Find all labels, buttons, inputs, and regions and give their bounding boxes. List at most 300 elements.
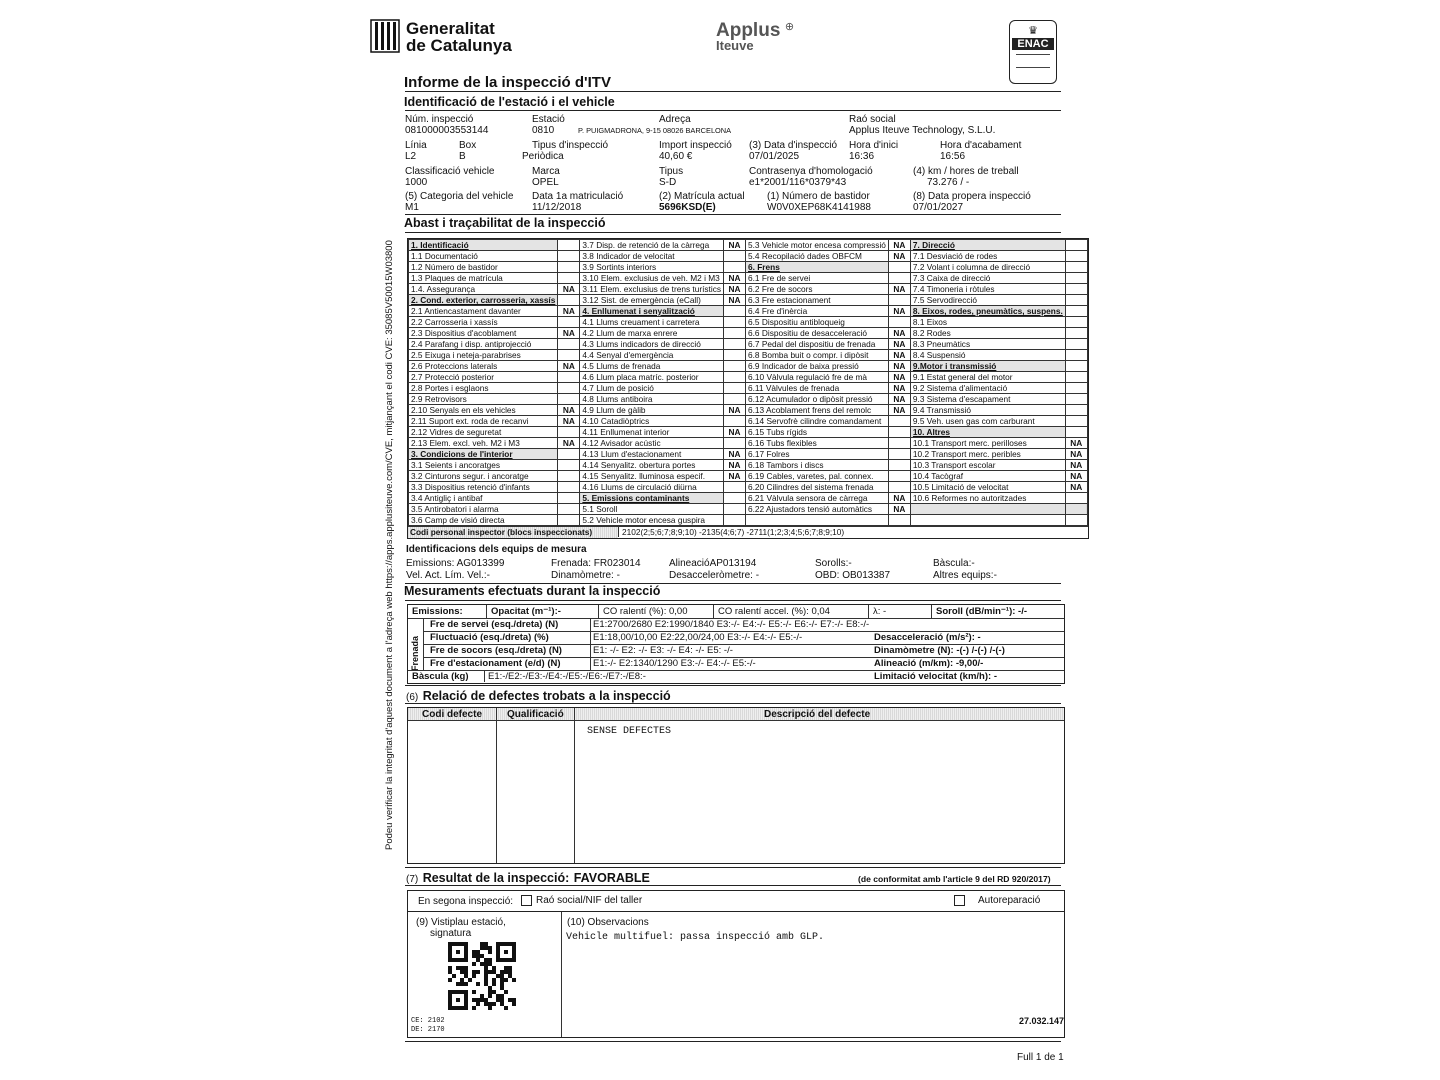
scope-item xyxy=(910,515,1065,526)
scope-na: NA xyxy=(888,284,910,295)
applus-logo xyxy=(716,20,794,53)
scope-row xyxy=(409,284,1088,295)
scope-row xyxy=(409,350,1088,361)
linia-value: L2 xyxy=(405,151,417,162)
scope-row xyxy=(409,482,1088,493)
scope-item: 3.10 Elem. exclusius de veh. M2 i M3 xyxy=(580,273,724,284)
scope-row xyxy=(409,295,1088,306)
scope-na xyxy=(558,262,580,273)
defectes-title: Relació de defectes trobats a la inspecció xyxy=(422,689,671,703)
scope-item: 2.3 Dispositius d'acoblament xyxy=(409,328,558,339)
alin-label: Alineació (m/km): -9,00/- xyxy=(874,658,984,669)
scope-item: 3.3 Dispositius retenció d'infants xyxy=(409,482,558,493)
scope-na: NA xyxy=(888,361,910,372)
scope-na xyxy=(558,251,580,262)
equip-bascula: Bàscula:- xyxy=(933,558,975,569)
scope-item: 10.5 Limitació de velocitat xyxy=(910,482,1065,493)
inspector-value: 2102(2;5;6;7;8;9;10) -2135(4;6;7) -2711(1;2;3;4;5;6;7;8;9;10) xyxy=(618,527,844,537)
scope-na xyxy=(888,273,910,284)
col-qualificacio: Qualificació xyxy=(507,709,564,720)
scope-na xyxy=(558,273,580,284)
scope-na xyxy=(558,482,580,493)
scope-na: NA xyxy=(558,328,580,339)
scope-item: 9.1 Estat general del motor xyxy=(910,372,1065,383)
scope-na: NA xyxy=(724,405,746,416)
scope-na xyxy=(1065,295,1087,306)
defects-table xyxy=(407,707,1065,864)
rao-taller-checkbox[interactable] xyxy=(521,895,532,906)
de-code: DE: 2170 xyxy=(411,1026,445,1034)
autoreparacio-checkbox[interactable] xyxy=(954,895,965,906)
equip-frenada: Frenada: FR023014 xyxy=(551,558,641,569)
scope-item: 3.7 Disp. de retenció de la càrrega xyxy=(580,240,724,251)
scope-item: 6.20 Cilindres del sistema frenada xyxy=(746,482,889,493)
scope-na: NA xyxy=(558,416,580,427)
scope-na xyxy=(1065,350,1087,361)
scope-item: 6.2 Fre de socors xyxy=(746,284,889,295)
scope-na xyxy=(724,350,746,361)
scope-item: 6.14 Servofrè cilindre comandament xyxy=(746,416,889,427)
contra-label: Contrasenya d'homologació xyxy=(749,166,873,177)
scope-row xyxy=(409,427,1088,438)
co-accel: CO ralentí accel. (%): 0,04 xyxy=(713,605,830,618)
cat-value: M1 xyxy=(405,202,419,213)
km-value: 73.276 / - xyxy=(927,177,970,188)
scope-item: 3.8 Indicador de velocitat xyxy=(580,251,724,262)
rao-taller[interactable]: Raó social/NIF del taller xyxy=(521,895,642,906)
scope-na xyxy=(558,471,580,482)
equip-obd: OBD: OB013387 xyxy=(815,570,891,581)
title-rule xyxy=(405,91,1061,92)
scope-item: 6.8 Bomba buit o compr. i dipòsit xyxy=(746,350,889,361)
scope-item: 8.4 Suspensió xyxy=(910,350,1065,361)
scope-na: NA xyxy=(1065,471,1087,482)
scope-na: NA xyxy=(888,383,910,394)
defectes-top-rule xyxy=(405,685,1061,686)
scope-table-wrap xyxy=(407,238,1089,539)
scope-item: 1.1 Documentació xyxy=(409,251,558,262)
hora-fi-value: 16:56 xyxy=(940,151,966,162)
scope-item: 10.1 Transport merc. perilloses xyxy=(910,438,1065,449)
scope-na xyxy=(724,372,746,383)
scope-na: NA xyxy=(558,361,580,372)
segona-label: En segona inspecció: xyxy=(418,896,514,907)
scope-na xyxy=(1065,273,1087,284)
scope-item: 4.13 Llum d'estacionament xyxy=(580,449,724,460)
scope-row xyxy=(409,438,1088,449)
scope-na xyxy=(888,438,910,449)
scope-item: 6.3 Fre estacionament xyxy=(746,295,889,306)
scope-na xyxy=(1065,284,1087,295)
scope-item: 6.7 Pedal del dispositiu de frenada xyxy=(746,339,889,350)
fre-servei-value: E1:2700/2680 E2:1990/1840 E3:-/- E4:-/- E5:-/- E6:-/- E7:-/- E8:-/- xyxy=(593,619,870,630)
scope-na xyxy=(888,427,910,438)
scope-na xyxy=(888,471,910,482)
propera-label: (8) Data propera inspecció xyxy=(913,191,1031,202)
scope-item: 8.3 Pneumàtics xyxy=(910,339,1065,350)
classif-value: 1000 xyxy=(405,177,428,188)
result-value: FAVORABLE xyxy=(573,871,650,885)
scope-item: 7.5 Servodirecció xyxy=(910,295,1065,306)
tipus-insp-label: Tipus d'inspecció xyxy=(532,140,609,151)
hora-fi-label: Hora d'acabament xyxy=(940,140,1022,151)
scope-na xyxy=(888,449,910,460)
scope-na: NA xyxy=(888,328,910,339)
scope-na: NA xyxy=(888,240,910,251)
scope-item: 2. Cond. exterior, carrosseria, xassís xyxy=(409,295,558,306)
adreca-value: P. PUIGMADRONA, 9-15 08026 BARCELONA xyxy=(578,126,732,135)
applus-sub: Iteuve xyxy=(716,38,754,53)
scope-na xyxy=(558,339,580,350)
scope-na xyxy=(1065,427,1087,438)
scope-na xyxy=(1065,416,1087,427)
scope-na: NA xyxy=(558,405,580,416)
scope-item: 7. Direcció xyxy=(910,240,1065,251)
fluct-value: E1:18,00/10,00 E2:22,00/24,00 E3:-/- E4:-/- E5:-/- xyxy=(593,632,803,643)
scope-item: 6.6 Dispositiu de desacceleració xyxy=(746,328,889,339)
import-value: 40,60 € xyxy=(659,151,693,162)
scope-item: 6.1 Fre de servei xyxy=(746,273,889,284)
scope-na xyxy=(558,350,580,361)
scope-na: NA xyxy=(724,449,746,460)
scope-na xyxy=(558,449,580,460)
scope-na xyxy=(1065,339,1087,350)
data-mat-label: Data 1a matriculació xyxy=(532,191,624,202)
scope-na xyxy=(724,339,746,350)
signature-observations xyxy=(407,911,1065,1038)
mat-value: 5696KSD(E) xyxy=(659,202,716,213)
scope-na xyxy=(888,262,910,273)
scope-na xyxy=(558,295,580,306)
scope-na xyxy=(558,372,580,383)
scope-item: 4.6 Llum placa matríc. posterior xyxy=(580,372,724,383)
scope-item: 4.10 Catadiòptrics xyxy=(580,416,724,427)
scope-table xyxy=(408,239,1088,526)
applus-plus-icon: ⊕ xyxy=(784,21,795,33)
scope-na xyxy=(1065,504,1087,515)
scope-na xyxy=(724,251,746,262)
box-value: B xyxy=(459,151,466,162)
scope-item: 4.3 Llums indicadors de direcció xyxy=(580,339,724,350)
scope-item: 2.1 Antiencastament davanter xyxy=(409,306,558,317)
scope-item: 1.4. Assegurança xyxy=(409,284,558,295)
scope-na xyxy=(1065,251,1087,262)
scope-item: 3.12 Sist. de emergència (eCall) xyxy=(580,295,724,306)
scope-item: 3.5 Antirobatori i alarma xyxy=(409,504,558,515)
inspector-row xyxy=(408,526,1088,538)
estacio-label: Estació xyxy=(532,114,565,125)
km-label: (4) km / hores de treball xyxy=(913,166,1019,177)
ident-rule xyxy=(405,110,1061,111)
observ-label: (10) Observacions xyxy=(567,917,649,928)
scope-item: 2.8 Portes i esglaons xyxy=(409,383,558,394)
equip-sorolls: Sorolls:- xyxy=(815,558,852,569)
scope-na xyxy=(1065,405,1087,416)
scope-na xyxy=(888,295,910,306)
data-insp-label: (3) Data d'inspecció xyxy=(749,140,838,151)
scope-item: 2.4 Parafang i disp. antiprojecció xyxy=(409,339,558,350)
scope-item: 3.6 Camp de visió directa xyxy=(409,515,558,526)
section-identification: Identificació de l'estació i el vehicle xyxy=(404,95,615,109)
scope-item: 2.5 Eixuga i neteja-parabrises xyxy=(409,350,558,361)
scope-na: NA xyxy=(888,504,910,515)
result-rule xyxy=(405,885,1061,886)
socors-value: E1: -/- E2: -/- E3: -/- E4: -/- E5: -/- xyxy=(593,645,733,656)
scope-item: 2.9 Retrovisors xyxy=(409,394,558,405)
estacio-value: 0810 xyxy=(532,125,555,136)
equip-altres: Altres equips:- xyxy=(933,570,997,581)
scope-item: 6.15 Tubs rígids xyxy=(746,427,889,438)
scope-row xyxy=(409,471,1088,482)
scope-item: 2.6 Proteccions laterals xyxy=(409,361,558,372)
scope-item: 2.10 Senyals en els vehicles xyxy=(409,405,558,416)
scope-item: 6.11 Vàlvules de frenada xyxy=(746,383,889,394)
marca-label: Marca xyxy=(532,166,560,177)
scope-item: 4.16 Llums de circulació diürna xyxy=(580,482,724,493)
scope-na: NA xyxy=(888,493,910,504)
signatura-label: signatura xyxy=(430,928,472,939)
scope-na xyxy=(1065,372,1087,383)
scope-na xyxy=(558,317,580,328)
scope-item: 3.11 Elem. exclusius de trens turístics xyxy=(580,284,724,295)
soroll: Soroll (dB/min⁻¹): -/- xyxy=(931,605,1027,618)
scope-na xyxy=(724,361,746,372)
scope-item: 10.6 Reformes no autoritzades xyxy=(910,493,1065,504)
import-label: Import inspecció xyxy=(659,140,732,151)
scope-item: 6.18 Tambors i discs xyxy=(746,460,889,471)
scope-item: 6.19 Cables, varetes, pal. connex. xyxy=(746,471,889,482)
scope-na xyxy=(888,317,910,328)
scope-na: NA xyxy=(724,460,746,471)
scope-item: 8.2 Rodes xyxy=(910,328,1065,339)
scope-item: 4.2 Llum de marxa enrere xyxy=(580,328,724,339)
generalitat-logo xyxy=(370,18,400,59)
scope-item: 4.1 Llums creuament i carretera xyxy=(580,317,724,328)
scope-item: 6.10 Vàlvula regulació fre de mà xyxy=(746,372,889,383)
bottom-rule xyxy=(405,1041,1061,1042)
scope-item: 5.3 Vehicle motor encesa compressió xyxy=(746,240,889,251)
generalitat-emblem-icon xyxy=(370,18,400,54)
scope-item: 7.2 Volant i columna de direcció xyxy=(910,262,1065,273)
estac-value: E1:-/- E2:1340/1290 E3:-/- E4:-/- E5:-/- xyxy=(593,658,756,669)
section-abast: Abast i traçabilitat de la inspecció xyxy=(404,216,606,230)
scope-na xyxy=(558,515,580,526)
ce-code: CE: 2102 xyxy=(411,1017,445,1025)
scope-item xyxy=(910,504,1065,515)
scope-na: NA xyxy=(724,240,746,251)
num-value: 081000003553144 xyxy=(405,125,489,136)
scope-item: 5.1 Soroll xyxy=(580,504,724,515)
contra-value: e1*2001/116*0379*43 xyxy=(749,177,847,188)
measurements xyxy=(407,604,1065,684)
observ-text: Vehicle multifuel: passa inspecció amb GLP. xyxy=(566,932,825,943)
scope-item: 6.9 Indicador de baixa pressió xyxy=(746,361,889,372)
scope-row xyxy=(409,328,1088,339)
equip-desacc: Desacceleròmetre: - xyxy=(669,570,760,581)
fre-servei-label: Fre de servei (esq./dreta) (N) xyxy=(430,619,559,630)
scope-na xyxy=(558,504,580,515)
propera-value: 07/01/2027 xyxy=(913,202,964,213)
rao-value: Applus Iteuve Technology, S.L.U. xyxy=(849,125,996,136)
equips-title: Identificacions dels equips de mesura xyxy=(406,544,587,555)
scope-na xyxy=(1065,240,1087,251)
bascula-value: E1:-/E2:-/E3:-/E4:-/E5:-/E6:-/E7:-/E8:- xyxy=(488,671,646,682)
result-note: (de conformitat amb l'article 9 del RD 920/2017) xyxy=(858,874,1051,884)
scope-na xyxy=(724,515,746,526)
vistiplau-label: (9) Vistiplau estació, xyxy=(416,917,506,928)
defectes-rule xyxy=(405,703,1061,704)
scope-na xyxy=(1065,328,1087,339)
cat-label: (5) Categoria del vehicle xyxy=(405,191,514,202)
scope-item: 4. Enllumenat i senyalització xyxy=(580,306,724,317)
socors-label: Fre de socors (esq./dreta) (N) xyxy=(430,645,562,656)
scope-na xyxy=(1065,361,1087,372)
scope-item: 2.2 Carrosseria i xassís xyxy=(409,317,558,328)
page-title: Informe de la inspecció d'ITV xyxy=(404,74,611,91)
gov-name-1: Generalitat xyxy=(406,19,495,38)
scope-row xyxy=(409,416,1088,427)
scope-na: NA xyxy=(558,306,580,317)
bastidor-label: (1) Número de bastidor xyxy=(767,191,870,202)
scope-na: NA xyxy=(888,306,910,317)
scope-row xyxy=(409,361,1088,372)
scope-item: 6.4 Fre d'inèrcia xyxy=(746,306,889,317)
linia-label: Línia xyxy=(405,140,427,151)
scope-na: NA xyxy=(888,339,910,350)
equip-emissions: Emissions: AG013399 xyxy=(406,558,505,569)
tipus-label: Tipus xyxy=(659,166,684,177)
classif-label: Classificació vehicle xyxy=(405,166,495,177)
scope-row xyxy=(409,394,1088,405)
hora-ini-value: 16:36 xyxy=(849,151,875,162)
scope-item: 2.11 Suport ext. roda de recanvi xyxy=(409,416,558,427)
enac-label: ENAC xyxy=(1012,38,1054,50)
doc-number: 27.032.147 xyxy=(1019,1016,1065,1026)
scope-na xyxy=(724,328,746,339)
equip-alineacio: AlineacióAP013194 xyxy=(669,558,757,569)
scope-na xyxy=(724,482,746,493)
scope-row xyxy=(409,251,1088,262)
scope-item: 5.4 Recopilació dades OBFCM xyxy=(746,251,889,262)
result-num: (7) xyxy=(406,874,419,885)
scope-na: NA xyxy=(724,273,746,284)
scope-item: 1. Identificació xyxy=(409,240,558,251)
scope-item: 4.9 Llum de gàlib xyxy=(580,405,724,416)
enac-fineprint xyxy=(1016,54,1050,68)
col-descripcio: Descripció del defecte xyxy=(764,709,871,720)
scope-item: 1.3 Plaques de matrícula xyxy=(409,273,558,284)
bascula-label: Bàscula (kg) xyxy=(412,671,469,682)
scope-item: 6.21 Vàlvula sensora de càrrega xyxy=(746,493,889,504)
opacitat: Opacitat (m⁻¹):- xyxy=(486,605,561,618)
scope-item xyxy=(746,515,889,526)
scope-na: NA xyxy=(1065,482,1087,493)
scope-na: NA xyxy=(1065,438,1087,449)
scope-item: 4.11 Enllumenat interior xyxy=(580,427,724,438)
scope-item: 9.2 Sistema d'alimentació xyxy=(910,383,1065,394)
scope-row xyxy=(409,317,1088,328)
scope-na xyxy=(724,438,746,449)
scope-item: 4.15 Senyalitz. lluminosa especif. xyxy=(580,471,724,482)
scope-row xyxy=(409,383,1088,394)
scope-item: 7.4 Timoneria i ròtules xyxy=(910,284,1065,295)
scope-row xyxy=(409,460,1088,471)
scope-item: 3.4 Antigliç i antibaf xyxy=(409,493,558,504)
scope-na: NA xyxy=(888,350,910,361)
scope-na xyxy=(1065,515,1087,526)
segona-row xyxy=(407,890,1065,912)
scope-na: NA xyxy=(1065,449,1087,460)
scope-item: 6.5 Dispositiu antibloqueig xyxy=(746,317,889,328)
scope-na: NA xyxy=(888,394,910,405)
scope-row xyxy=(409,504,1088,515)
col-codi: Codi defecte xyxy=(422,709,483,720)
scope-row xyxy=(409,405,1088,416)
gov-name-2: de Catalunya xyxy=(406,36,512,55)
scope-item: 5.2 Vehicle motor encesa guspira xyxy=(580,515,724,526)
scope-na: NA xyxy=(888,405,910,416)
limit-label: Limitació velocitat (km/h): - xyxy=(874,671,997,682)
scope-item: 4.7 Llum de posició xyxy=(580,383,724,394)
scope-item: 4.8 Llums antiboira xyxy=(580,394,724,405)
scope-item: 2.12 Vidres de seguretat xyxy=(409,427,558,438)
scope-row xyxy=(409,372,1088,383)
scope-na xyxy=(558,493,580,504)
scope-item: 2.7 Protecció posterior xyxy=(409,372,558,383)
desacc-label: Desacceleració (m/s²): - xyxy=(874,632,981,643)
scope-item: 4.12 Avisador acústic xyxy=(580,438,724,449)
scope-na xyxy=(558,240,580,251)
emissions-label: Emissions: xyxy=(412,606,463,617)
scope-na xyxy=(888,416,910,427)
crown-icon: ♛ xyxy=(1028,25,1038,37)
scope-item: 2.13 Elem. excl. veh. M2 i M3 xyxy=(409,438,558,449)
autoreparacio[interactable]: Autoreparació xyxy=(954,895,1040,906)
lambda: λ: - xyxy=(868,605,886,618)
scope-na xyxy=(1065,317,1087,328)
scope-item: 1.2 Número de bastidor xyxy=(409,262,558,273)
scope-item: 9.5 Veh. usen gas com carburant xyxy=(910,416,1065,427)
scope-row xyxy=(409,449,1088,460)
scope-item: 7.1 Desviació de rodes xyxy=(910,251,1065,262)
scope-na xyxy=(558,394,580,405)
tipus-value: S-D xyxy=(659,177,677,188)
scope-na xyxy=(888,515,910,526)
scope-na: NA xyxy=(558,438,580,449)
scope-item: 3.9 Sortints interiors xyxy=(580,262,724,273)
result-top-rule xyxy=(405,867,1061,868)
applus-name: Applus xyxy=(716,20,781,41)
scope-na: NA xyxy=(558,284,580,295)
scope-na xyxy=(1065,394,1087,405)
scope-na: NA xyxy=(724,295,746,306)
scope-item: 6. Frens xyxy=(746,262,889,273)
scope-row xyxy=(409,273,1088,284)
rao-label: Raó social xyxy=(849,114,896,125)
scope-item: 10.2 Transport merc. peribles xyxy=(910,449,1065,460)
tipus-insp-value: Periòdica xyxy=(522,151,564,162)
scope-na xyxy=(724,504,746,515)
scope-item: 6.16 Tubs flexibles xyxy=(746,438,889,449)
scope-item: 8. Eixos, rodes, pneumàtics, suspens. xyxy=(910,306,1065,317)
hora-ini-label: Hora d'inici xyxy=(849,140,899,151)
scope-row xyxy=(409,339,1088,350)
scope-na xyxy=(724,306,746,317)
scope-item: 4.4 Senyal d'emergència xyxy=(580,350,724,361)
scope-na xyxy=(558,460,580,471)
page-number: Full 1 de 1 xyxy=(1017,1052,1064,1063)
scope-item: 10.3 Transport escolar xyxy=(910,460,1065,471)
